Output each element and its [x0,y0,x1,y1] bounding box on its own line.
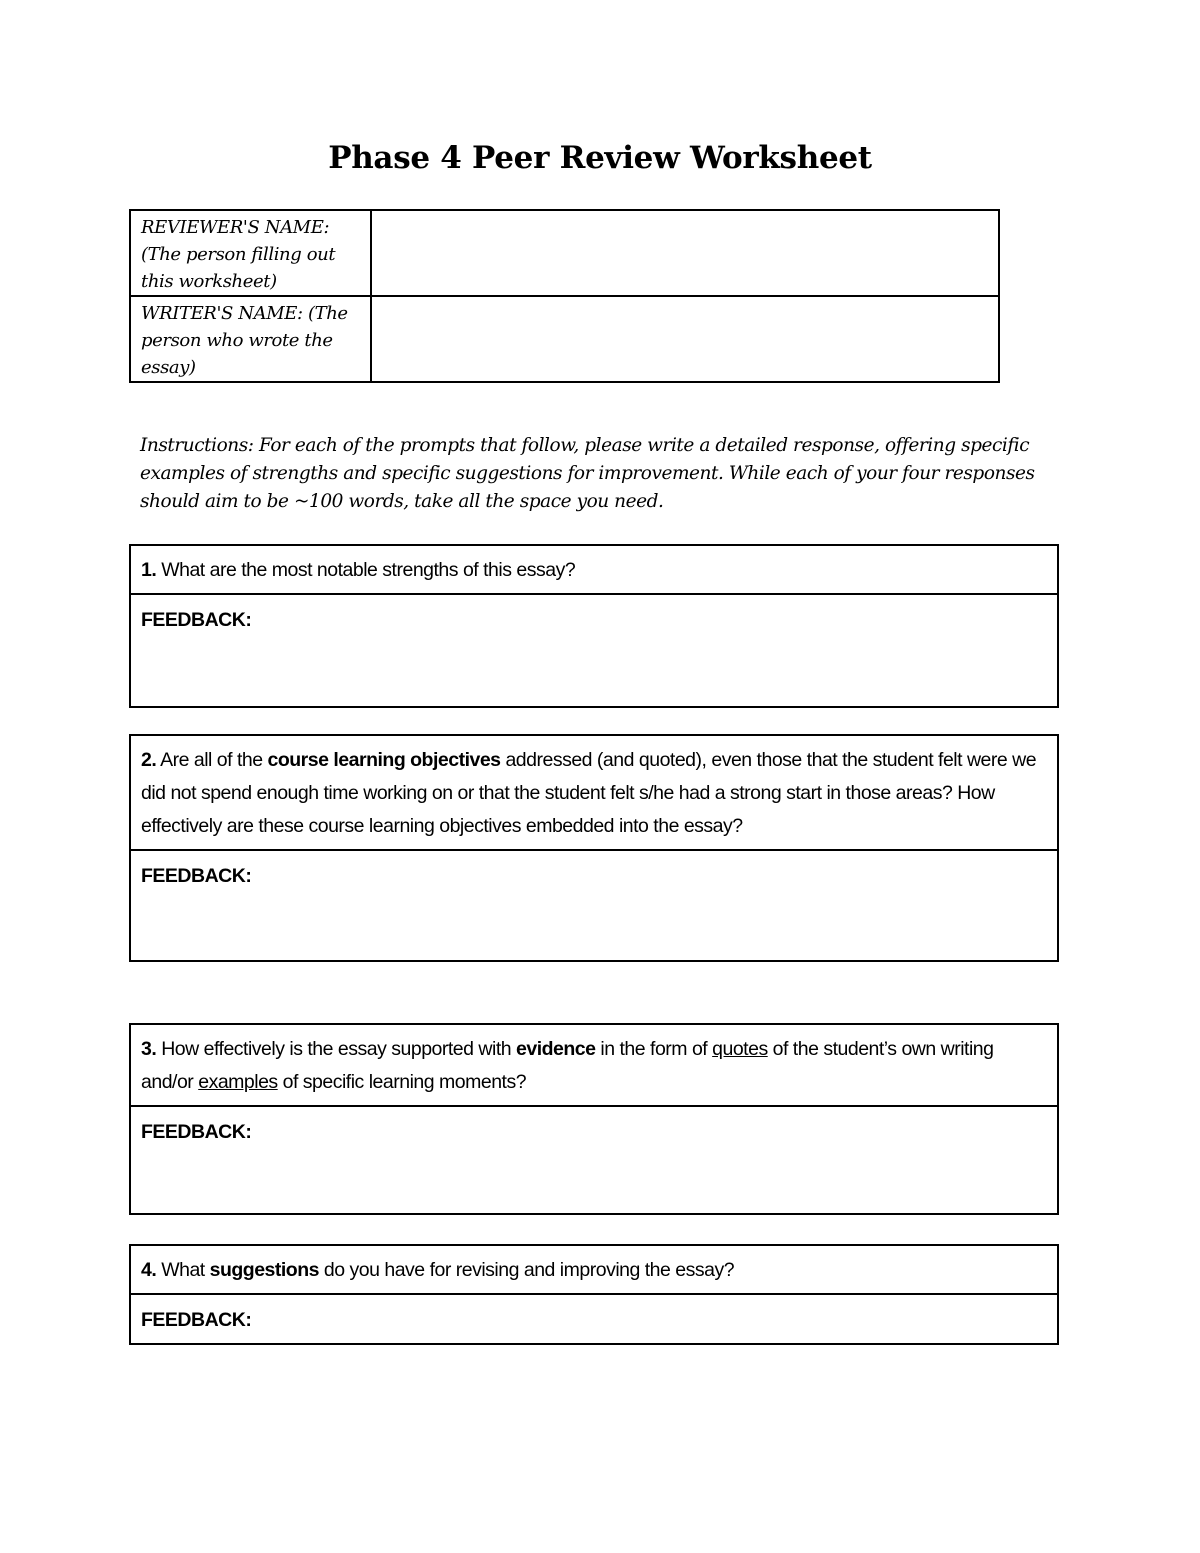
question-1-box [129,544,1059,708]
quotes-emphasis: quotes [712,1038,768,1060]
question-number: 3. [141,1038,157,1060]
question-1-prompt [131,546,1057,595]
suggestions-emphasis: suggestions [209,1259,319,1281]
evidence-emphasis: evidence [516,1038,596,1060]
question-3-prompt [131,1025,1057,1107]
writer-name-label: WRITER'S NAME: (The person who wrote the essay) [130,296,371,382]
feedback-label: FEEDBACK: [141,1309,252,1331]
instructions: Instructions: For each of the prompts that follow, please write a detailed response, offering specific examples of strengths and specific suggestions for improvement. While each of your four responses should aim to be ~100 words, take all the space you need. [140,435,1035,512]
question-text: Are all of the [160,749,263,771]
question-3-box [129,1023,1059,1215]
question-text: How effectively is the essay supported with [161,1038,512,1060]
question-4-prompt [131,1246,1057,1295]
question-4-box [129,1244,1059,1345]
question-text: addressed (and quoted), even those that the student felt were we did not spend enough time working on or that the student felt s/he had a strong start in those areas? How effectively are these course learning objectives embedded into the essay? [141,749,1037,837]
question-text: of specific learning moments? [282,1071,527,1093]
examples-emphasis: examples [198,1071,278,1093]
writer-name-field[interactable] [371,296,999,382]
feedback-label: FEEDBACK: [141,865,252,887]
feedback-label: FEEDBACK: [141,609,252,631]
question-2-prompt [131,736,1057,851]
question-number: 1. [141,559,157,581]
question-number: 4. [141,1259,157,1281]
question-number: 2. [141,749,157,771]
reviewer-name-label: REVIEWER'S NAME: (The person filling out this worksheet) [130,210,371,296]
question-2-feedback[interactable] [131,851,1057,960]
question-text: What [161,1259,205,1281]
reviewer-name-field[interactable] [371,210,999,296]
question-text: of the student’s own writing and/or [141,1038,994,1093]
question-4-feedback[interactable] [131,1295,1057,1343]
course-learning-objectives-emphasis: course learning objectives [267,749,501,771]
page-title: Phase 4 Peer Review Worksheet [328,140,872,176]
question-text: in the form of [600,1038,708,1060]
names-table [129,209,1000,383]
question-text: What are the most notable strengths of this essay? [161,559,576,581]
question-3-feedback[interactable] [131,1107,1057,1213]
question-2-box [129,734,1059,962]
question-text: do you have for revising and improving the essay? [323,1259,735,1281]
feedback-label: FEEDBACK: [141,1121,252,1143]
question-1-feedback[interactable] [131,595,1057,706]
